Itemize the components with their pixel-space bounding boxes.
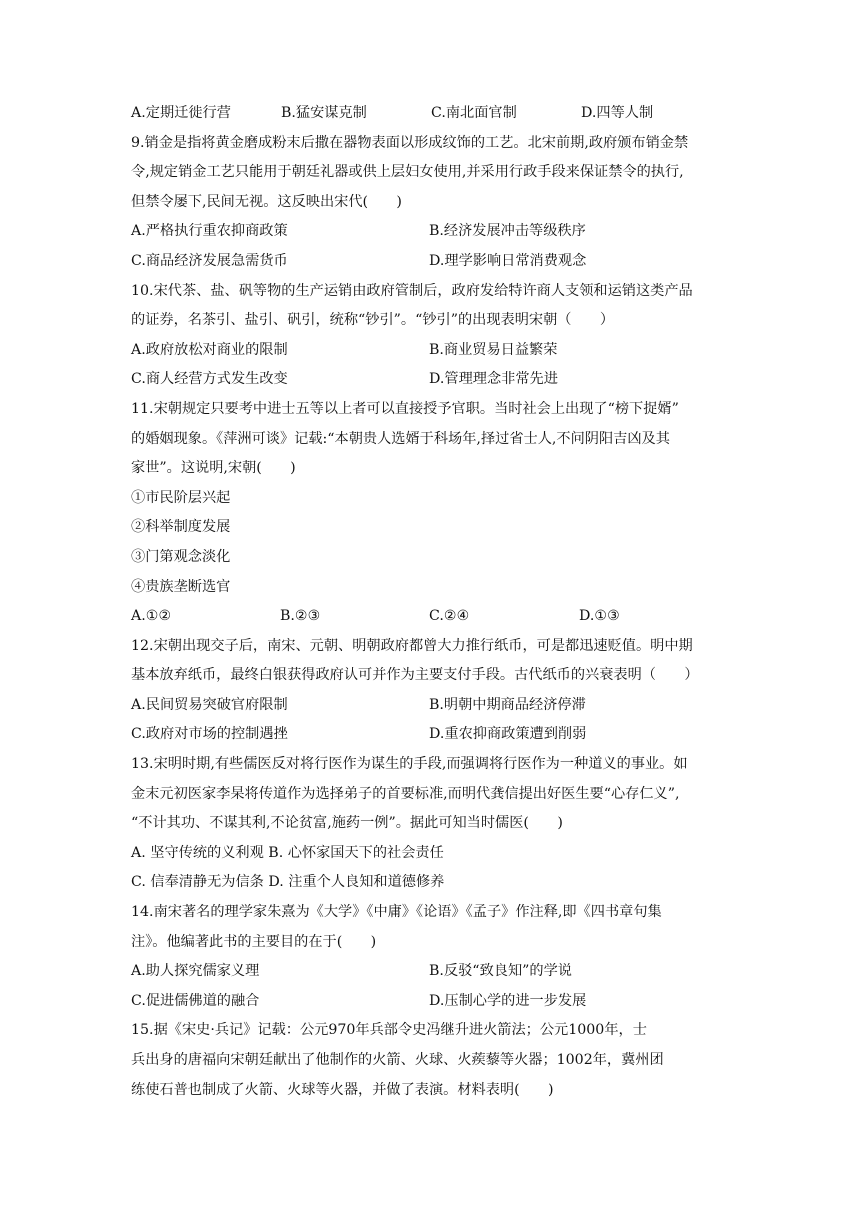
q11-item-1: ①市民阶层兴起	[131, 489, 231, 506]
q11-option-a: A.①②	[131, 608, 172, 625]
q11-stem-line-3: 家世”。这说明,宋朝( )	[131, 460, 296, 477]
q14-option-a: A.助人探究儒家义理	[131, 963, 260, 980]
q12-stem-line-1: 12.宋朝出现交子后，南宋、元朝、明朝政府都曾大力推行纸币，可是都迅速贬值。明中期	[131, 637, 693, 654]
q10-option-d: D.管理理念非常先进	[429, 371, 558, 388]
q9-option-b: B.经济发展冲击等级秩序	[429, 223, 586, 240]
q14-option-b: B.反驳“致良知”的学说	[429, 963, 572, 980]
q9-options-row-1	[131, 217, 741, 247]
q10-option-c: C.商人经营方式发生改变	[131, 371, 288, 388]
q11-option-c: C.②④	[429, 608, 470, 625]
q9-option-c: C.商品经济发展急需货币	[131, 252, 288, 269]
q9-option-d: D.理学影响日常消费观念	[429, 252, 587, 269]
q11-option-d: D.①③	[579, 608, 620, 625]
q11-option-b: B.②③	[280, 608, 321, 625]
q9-option-a: A.严格执行重农抑商政策	[131, 223, 288, 240]
q13-stem-line-1: 13.宋明时期,有些儒医反对将行医作为谋生的手段,而强调将行医作为一种道义的事业。如	[131, 756, 688, 773]
page-content	[131, 99, 741, 1105]
q14-options-row-2	[131, 987, 741, 1017]
q14-options-row-1	[131, 957, 741, 987]
q10-option-b: B.商业贸易日益繁荣	[429, 341, 558, 358]
q11-item-3: ③门第观念淡化	[131, 548, 231, 565]
q8-option-a: A.定期迁徙行营	[131, 105, 231, 121]
q12-option-a: A.民间贸易突破官府限制	[131, 696, 288, 713]
q10-option-a: A.政府放松对商业的限制	[131, 341, 288, 358]
q11-options	[131, 602, 741, 632]
q12-options-row-2	[131, 720, 741, 750]
q12-option-b: B.明朝中期商品经济停滞	[429, 696, 586, 713]
q9-stem-line-2: 令,规定销金工艺只能用于朝廷礼器或供上层妇女使用,并采用行政手段来保证禁令的执行,	[131, 164, 684, 181]
q11-item-2: ②科举制度发展	[131, 519, 231, 536]
q14-stem-line-2: 注》。他编著此书的主要目的在于( )	[131, 933, 377, 950]
q10-options-row-2	[131, 365, 741, 395]
q12-option-c: C.政府对市场的控制遇挫	[131, 726, 288, 743]
q13-options-row-2: C. 信奉清静无为信条 D. 注重个人良知和道德修养	[131, 874, 445, 891]
q15-stem-line-2: 兵出身的唐福向宋朝廷献出了他制作的火箭、火球、火蒺藜等火器；1002年，冀州团	[131, 1052, 664, 1068]
q14-stem-line-1: 14.南宋著名的理学家朱熹为《大学》《中庸》《论语》《孟子》作注释,即《四书章句集	[131, 904, 662, 921]
q10-options-row-1	[131, 336, 741, 366]
q9-stem-line-1: 9.销金是指将黄金磨成粉末后撒在器物表面以形成纹饰的工艺。北宋前期,政府颁布销金禁	[131, 134, 689, 151]
q9-options-row-2	[131, 247, 741, 277]
q15-stem-line-3: 练使石普也制成了火箭、火球等火器，并做了表演。材料表明( )	[131, 1081, 554, 1098]
q11-stem-line-1: 11.宋朝规定只要考中进士五等以上者可以直接授予官职。当时社会上出现了“榜下捉婿”	[131, 400, 679, 417]
q15-stem-line-1: 15.据《宋史·兵记》记载：公元970年兵部令史冯继升进火箭法；公元1000年，士	[131, 1022, 647, 1039]
q8-option-c: C.南北面官制	[431, 105, 517, 121]
q14-option-d: D.压制心学的进一步发展	[429, 992, 587, 1009]
q11-stem-line-2: 的婚姻现象。《萍洲可谈》记载:“本朝贵人选婿于科场年,择过省士人,不问阴阳吉凶及其	[131, 430, 670, 447]
q8-options	[131, 99, 741, 129]
q12-option-d: D.重农抑商政策遭到削弱	[429, 726, 587, 743]
q11-item-4: ④贵族垄断选官	[131, 578, 231, 595]
q13-stem-line-2: 金末元初医家李杲将传道作为选择弟子的首要标准,而明代龚信提出好医生要“心存仁义”,	[131, 785, 680, 802]
q8-option-d: D.四等人制	[581, 105, 654, 121]
q12-options-row-1	[131, 691, 741, 721]
q9-stem-line-3: 但禁令屡下,民间无视。这反映出宋代( )	[131, 193, 402, 210]
q10-stem-line-2: 的证券，名茶引、盐引、矾引，统称“钞引”。“钞引”的出现表明宋朝（ ）	[131, 312, 615, 329]
q13-stem-line-3: “不计其功、不谋其利,不论贫富,施药一例”。据此可知当时儒医( )	[131, 815, 563, 832]
q12-stem-line-2: 基本放弃纸币，最终白银获得政府认可并作为主要支付手段。古代纸币的兴衰表明（ ）	[131, 667, 699, 684]
q8-option-b: B.猛安谋克制	[281, 105, 367, 121]
q13-options-row-1: A. 坚守传统的义利观 B. 心怀家国天下的社会责任	[131, 844, 444, 861]
q10-stem-line-1: 10.宋代茶、盐、矾等物的生产运销由政府管制后，政府发给特许商人支领和运销这类产品	[131, 282, 693, 299]
q14-option-c: C.促进儒佛道的融合	[131, 992, 260, 1009]
